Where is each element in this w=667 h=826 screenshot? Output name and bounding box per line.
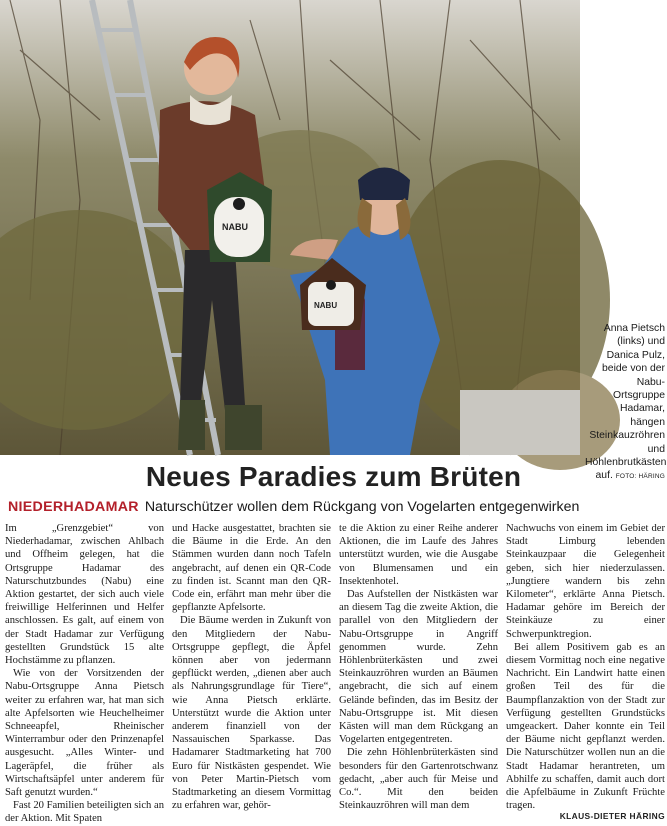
- nest-box-label-left: NABU: [222, 222, 248, 232]
- photo-caption: [585, 322, 665, 484]
- column-2: [172, 522, 331, 826]
- nest-box-left: [207, 172, 272, 262]
- photo-credit: FOTO: HÄRING: [615, 473, 665, 481]
- author-byline: KLAUS-DIETER HÄRING: [554, 810, 665, 823]
- paragraph: Das Aufstellen der Nistkästen war an diesem Tag die zweite Aktion, die parallel von den Mitgliedern der Nabu-Ortsgruppe in Angriff genommen wurde. Zehn Höhlenbrüterkästen und zwei Steinkauzröhren wurden an Bäumen angebracht, die sich auf einem Gelände befinden, das im Besitz der Nabu-Ortsgruppe ist. Mit diesen Kästen will man dem Rückgang an Vogelarten entgegentreten.: [339, 589, 498, 746]
- paragraph: und Hacke ausgestattet, brachten sie die Bäume in die Erde. An den Stämmen wurden dann noch Tafeln angebracht, auf denen ein QR-Code zu finden ist. Scannt man den QR-Code ein, erfährt man mehr über die gepflanzte Apfelsorte.: [172, 523, 331, 614]
- column-3: [339, 522, 498, 826]
- article-photo: [0, 0, 580, 455]
- paragraph: Fast 20 Familien beteiligten sich an der Aktion. Mit Spaten: [5, 800, 164, 825]
- paragraph: Bei allem Positivem gab es an diesem Vormittag noch eine negative Nachricht. Ein Landwirt hatte einen großen Teil des für die Baumpflanzaktion von der Stadt zur Verfügung gestellten Grundstücks umgeackert. Daher konnte ein Teil der Bäume nicht gepflanzt werden. Die Naturschützer wollen nun an die Stadt Hadamar herantreten, um Abhilfe zu schaffen, damit auch dort die Apfelbäume in Zukunft Früchte tragen.: [506, 641, 665, 812]
- paragraph: Im „Grenzgebiet“ von Niederhadamar, zwischen Ahlbach und Offheim gelegen, hat die Ortsgruppe Hadamar des Naturschutzbundes (Nabu) eine Aktion gestartet, der sich auch viele freiwillige Helferinnen und Helfer anschlossen. Es galt, auf einem von der Stadt Hadamar zur Verfügung gestellten Grundstück 15 alte Hochstämme zu pflanzen.: [5, 523, 164, 667]
- paragraph: te die Aktion zu einer Reihe anderer Aktionen, die im Laufe des Jahres unterstützt wurden, wie die Ausgabe von Blumensamen und ein Insektenhotel.: [339, 523, 498, 587]
- column-1: [5, 522, 164, 826]
- nest-box-label-right: NABU: [314, 301, 338, 310]
- column-4: [506, 522, 665, 826]
- article-body: [5, 522, 665, 825]
- paragraph: Die Bäume werden in Zukunft von den Mitgliedern der Nabu-Ortsgruppe gepflegt, die Äpfel können aber von jedermann gepflückt werden, „dienen aber auch als Nahrungsgrundlage für Tiere“, wie Anna Pietsch erklärte. Unterstützt wurde die Aktion unter anderem finanziell von der Nassauischen Sparkasse. Das Hadamarer Stadtmarketing hat 700 Euro für Nistkästen gespendet. Wie von Peter Martin-Pietsch vom Stadtmarketing an diesem Vormittag zu erfahren war, gehör-: [172, 615, 331, 812]
- subline-text: Naturschützer wollen dem Rückgang von Vogelarten entgegenwirken: [144, 499, 580, 515]
- gravel-path: [460, 390, 580, 455]
- dateline-location: NIEDERHADAMAR: [8, 499, 139, 515]
- paragraph: Wie von der Vorsitzenden der Nabu-Ortsgruppe Anna Pietsch weiter zu erfahren war, hat man sich alte Apfelsorten wie Heuchelheimer Schneeapfel, Rheinischer Winterrambur oder den Prinzenapfel ausgesucht. „Alles Winter- und Lageräpfel, die früher als Wirtschaftsäpfel unter anderem für Saft genutzt wurden.“: [5, 668, 164, 799]
- caption-text: Anna Pietsch (links) und Danica Pulz, beide von der Nabu-Ortsgruppe Hadamar, hängen Steinkauzröhren und Höhlenbrutkästen auf.: [585, 323, 667, 482]
- paragraph: Die zehn Höhlenbrüterkästen sind besonders für den Gartenrotschwanz gedacht, „aber auch für Meise und Co.“. Mit den beiden Steinkauzröhren will man dem: [339, 747, 498, 812]
- article-subline: [8, 499, 663, 515]
- paragraph: Nachwuchs von einem im Gebiet der Stadt Limburg lebenden Steinkauzpaar die Gelegenheit geben, sich hier niederzulassen. „Jungtiere wandern bis zehn Kilometer“, erklärte Anna Pietsch. Hadamar gehöre im Bereich der Steinkäuze zu einer Schwerpunktregion.: [506, 523, 665, 640]
- article-headline: Neues Paradies zum Brüten: [145, 461, 522, 492]
